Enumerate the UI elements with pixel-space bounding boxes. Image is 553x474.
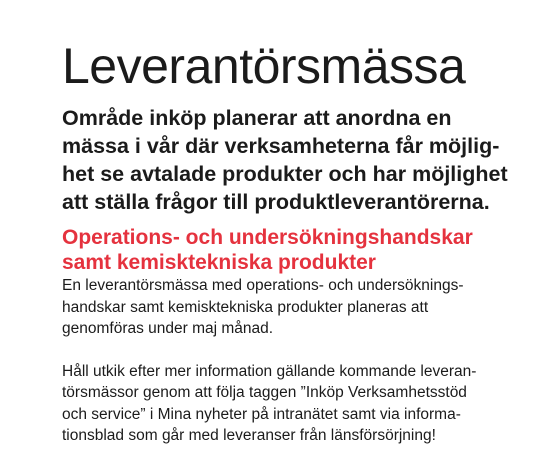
lead-line: Område inköp planerar att anordna en (62, 106, 452, 130)
body-line: En leverantörsmässa med operations- och undersöknings- (62, 277, 464, 294)
article (62, 0, 540, 447)
body-paragraph-1 (62, 275, 540, 340)
lead-line: het se avtalade produkter och har möjlighet (62, 162, 508, 186)
subheading-line: Operations- och undersökningshandskar (62, 226, 473, 249)
article-title: Leverantörsmässa (62, 38, 466, 94)
body-line: törsmässor genom att följa taggen ”Inköp Verksamhetsstöd (62, 384, 467, 401)
body-line: handskar samt kemisktekniska produkter planeras att (62, 298, 429, 316)
lead-line: att ställa frågor till produktleverantörerna. (62, 190, 490, 214)
section-subheading (62, 225, 540, 275)
body-line: Håll utkik efter mer information gällande kommande leveran- (62, 362, 477, 380)
body-line: och service” i Mina nyheter på intranätet samt via informa- (62, 405, 461, 423)
lead-line: mässa i vår där verksamheterna får möjlig- (62, 134, 500, 158)
body-paragraph-2 (62, 361, 540, 447)
subheading-line: samt kemisktekniska produkter (62, 251, 376, 274)
article-lead (62, 104, 540, 216)
body-line: genomföras under maj månad. (62, 320, 274, 337)
body-line: tionsblad som går med leveranser från länsförsörjning! (62, 427, 436, 444)
